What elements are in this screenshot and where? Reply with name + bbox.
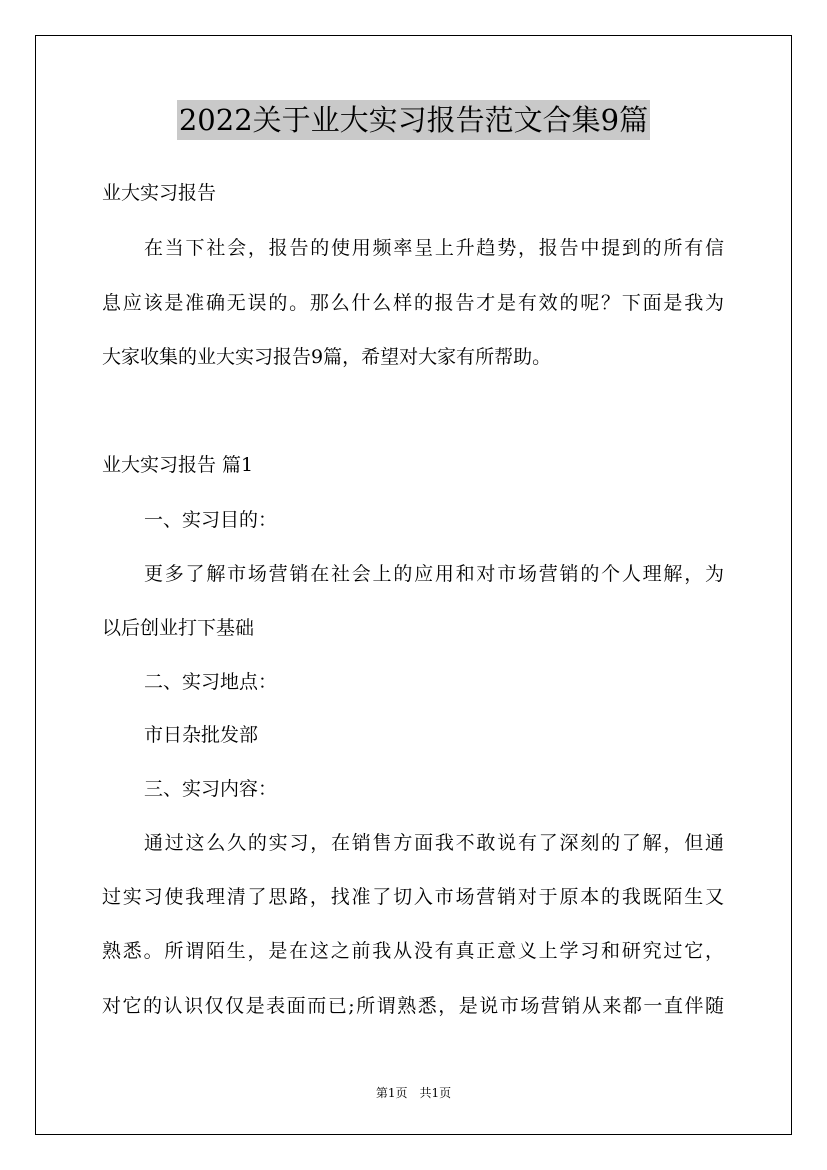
paragraph-line: 以后创业打下基础 — [102, 617, 255, 639]
paragraph-line: 在当下社会，报告的使用频率呈上升趋势，报告中提到的所有信 — [144, 237, 724, 259]
paragraph-line: 息应该是准确无误的。那么什么样的报告才是有效的呢？下面是我为 — [102, 292, 724, 314]
paragraph-line: 熟悉。所谓陌生，是在这之前我从没有真正意义上学习和研究过它， — [102, 940, 724, 962]
section-label: 二、实习地点： — [144, 671, 278, 693]
paragraph-line: 大家收集的业大实习报告9篇，希望对大家有所帮助。 — [102, 346, 552, 368]
section-heading: 业大实习报告 — [102, 182, 217, 204]
page-footer: 第1页 共1页 — [375, 1086, 452, 1100]
document-title: 2022关于业大实习报告范文合集9篇 — [177, 100, 650, 140]
paragraph-line: 过实习使我理清了思路，找准了切入市场营销对于原本的我既陌生又 — [102, 886, 724, 908]
paragraph-line: 对它的认识仅仅是表面而已;所谓熟悉，是说市场营销从来都一直伴随 — [102, 995, 724, 1017]
section-label: 三、实习内容： — [144, 778, 278, 800]
title-container — [0, 100, 827, 140]
article-heading: 业大实习报告 篇1 — [102, 454, 254, 476]
paragraph-line: 更多了解市场营销在社会上的应用和对市场营销的个人理解，为 — [144, 563, 724, 585]
paragraph-line: 通过这么久的实习，在销售方面我不敢说有了深刻的了解，但通 — [144, 832, 724, 854]
paragraph-line: 市日杂批发部 — [144, 724, 259, 746]
section-label: 一、实习目的： — [144, 509, 278, 531]
